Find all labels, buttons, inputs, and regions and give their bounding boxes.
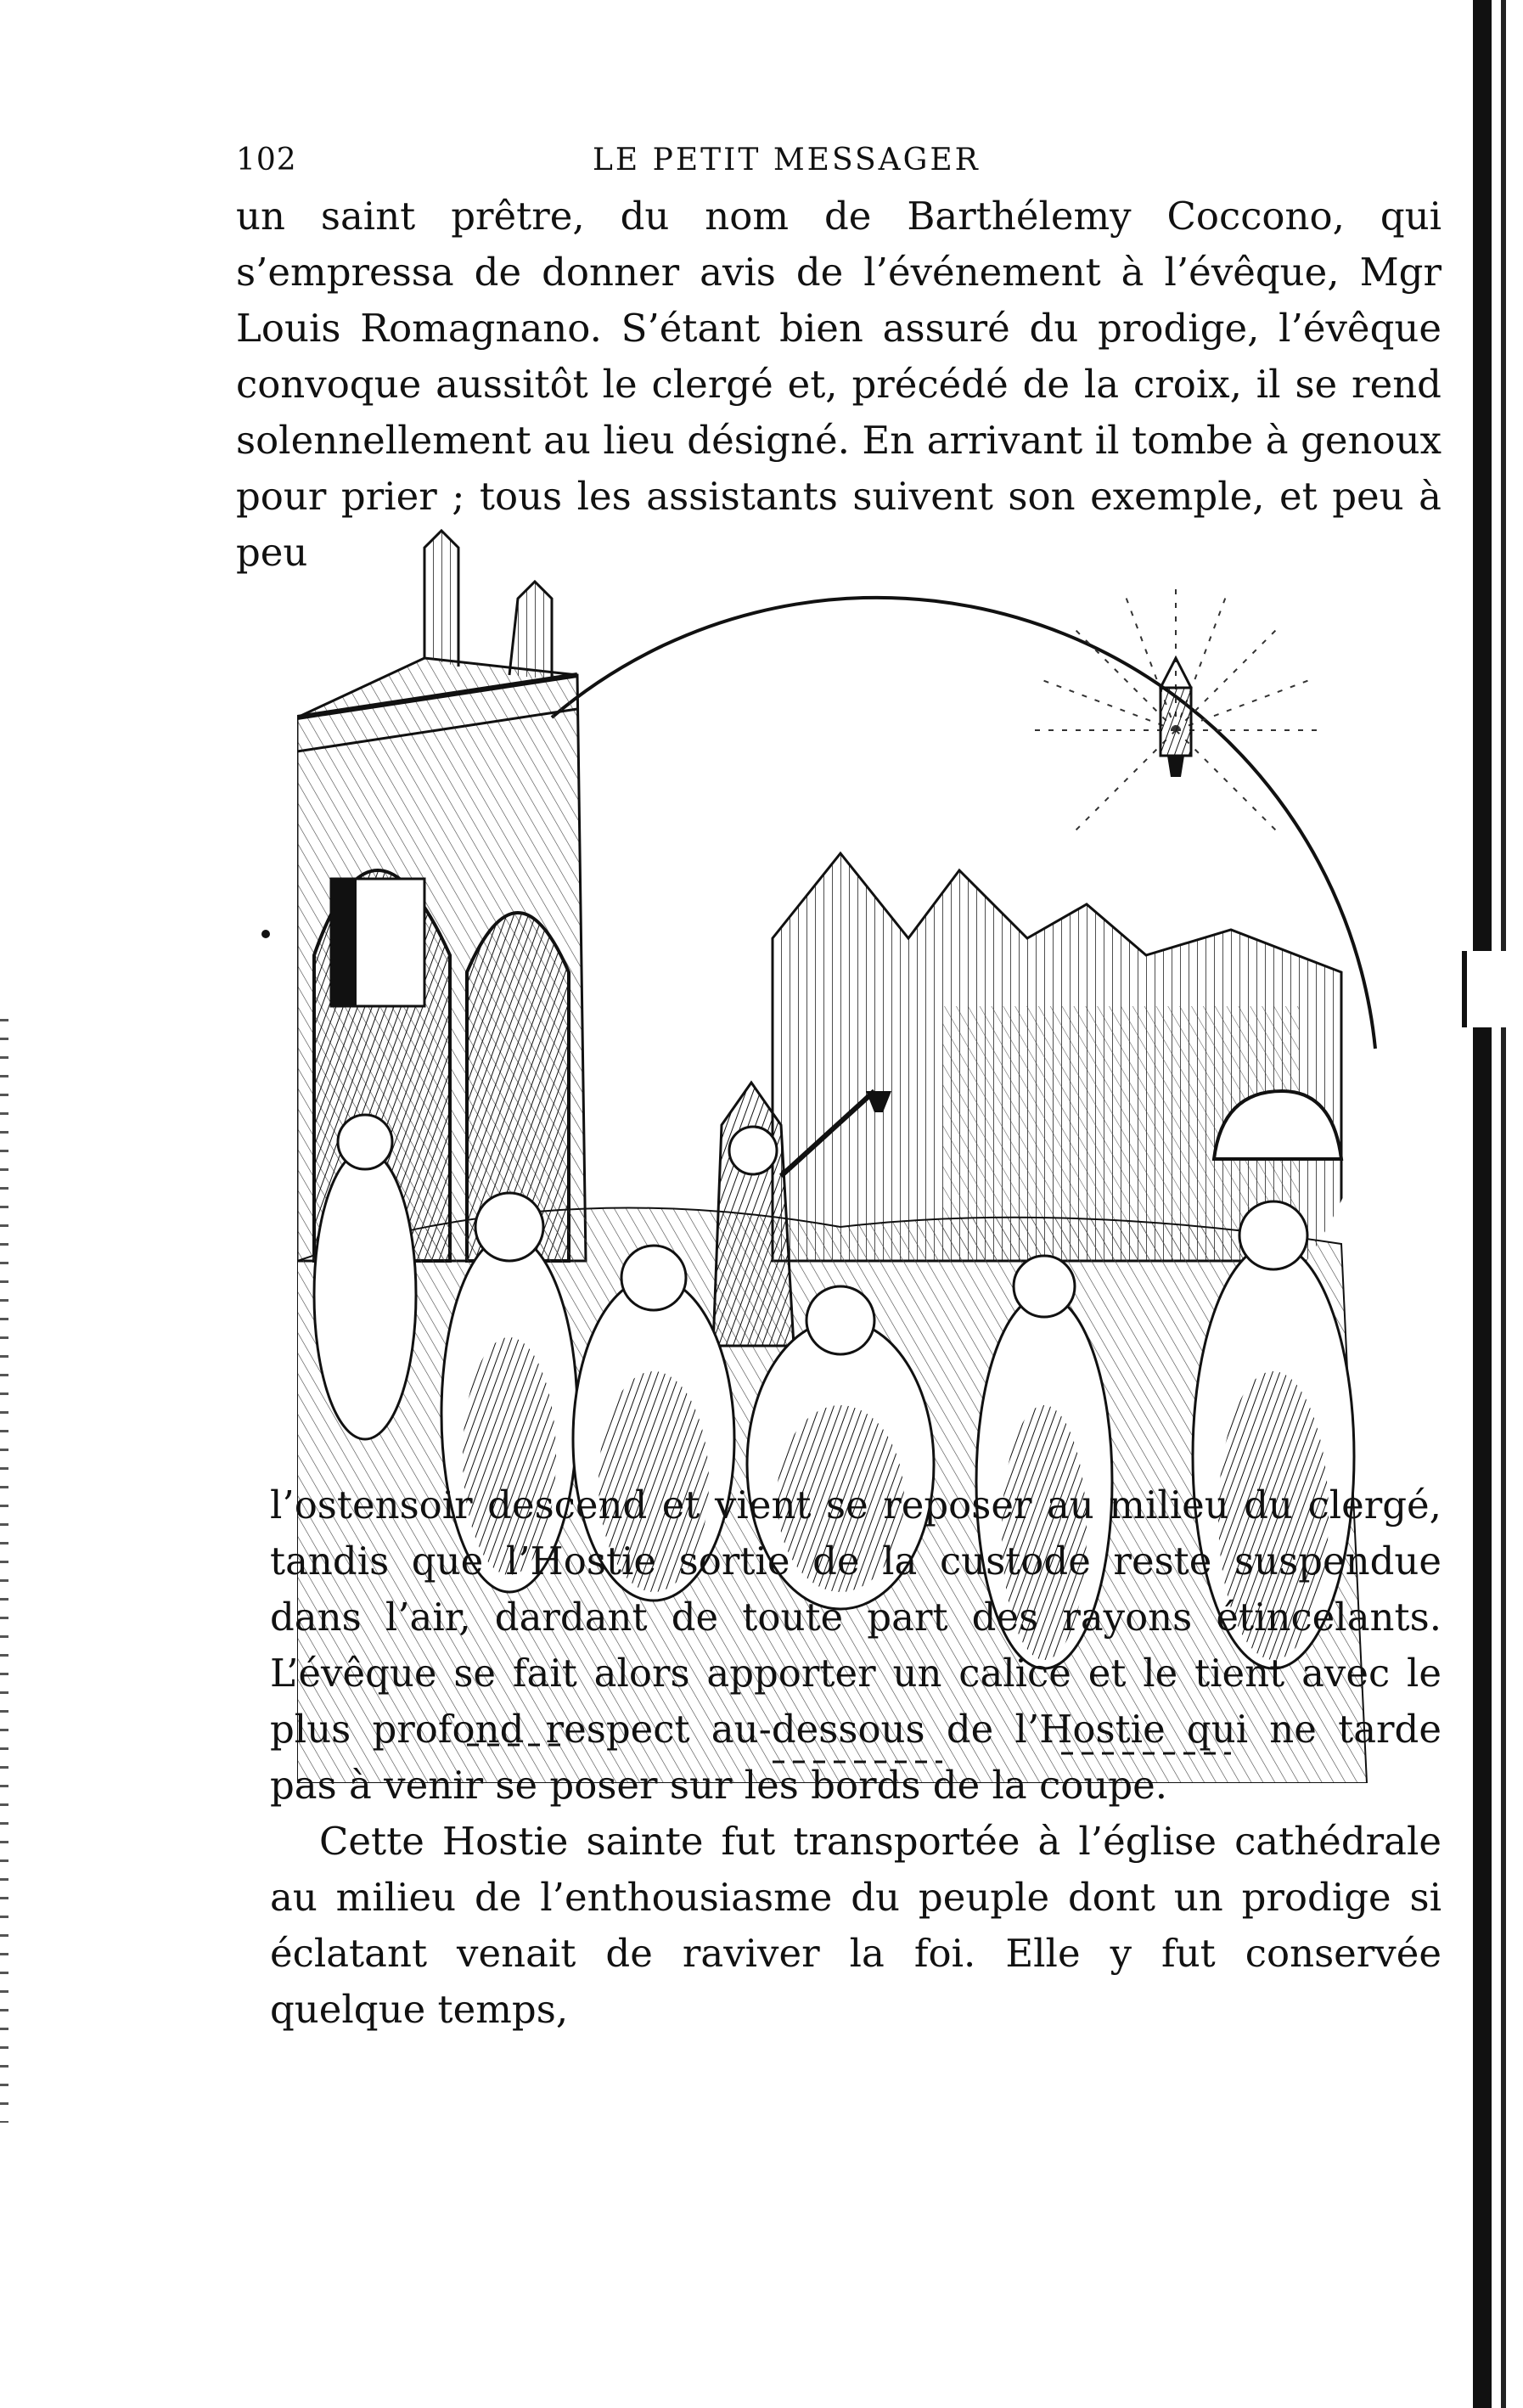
binding-edge-bar <box>1473 0 1492 2408</box>
paragraph-top: un saint prêtre, du nom de Barthélemy Coccono, qui s’empressa de donner avis de l’événement à l’évêque, Mgr Louis Romagnano. S’étant bien assuré du prodige, l’évêque convoque aussitôt le clergé et, précédé de la croix, il se rend solennellement au lieu désigné. En arrivant il tombe à genoux pour prier ; tous les assistants suivent son exemple, et peu à peu <box>236 194 1442 575</box>
left-edge-marks <box>0 1019 8 2123</box>
bottom-text-block <box>270 1477 1442 2038</box>
paragraph-bottom-2: Cette Hostie sainte fut transportée à l’église cathédrale au milieu de l’enthousiasme du peuple dont un prodige si éclatant venait de raviver la foi. Elle y fut conservée quelque temps, <box>270 1819 1442 2032</box>
binding-notch <box>1462 951 1508 1027</box>
page-number: 102 <box>236 143 297 177</box>
margin-dot <box>261 930 270 938</box>
page-header <box>236 143 1458 194</box>
binding-edge-line <box>1501 0 1506 2408</box>
running-title: LE PETIT MESSAGER <box>593 143 981 177</box>
paragraph-bottom-1: l’ostensoir descend et vient se reposer au milieu du clergé, tandis que l’Hostie sortie de la custode reste suspendue dans l’air, dardant de toute part des rayons étincelants. L’évêque se fait alors apporter un calice et le tient avec le plus profond respect au-dessous de l’Hostie qui ne tarde pas à venir se poser sur les bords de la coupe. <box>270 1482 1442 1808</box>
